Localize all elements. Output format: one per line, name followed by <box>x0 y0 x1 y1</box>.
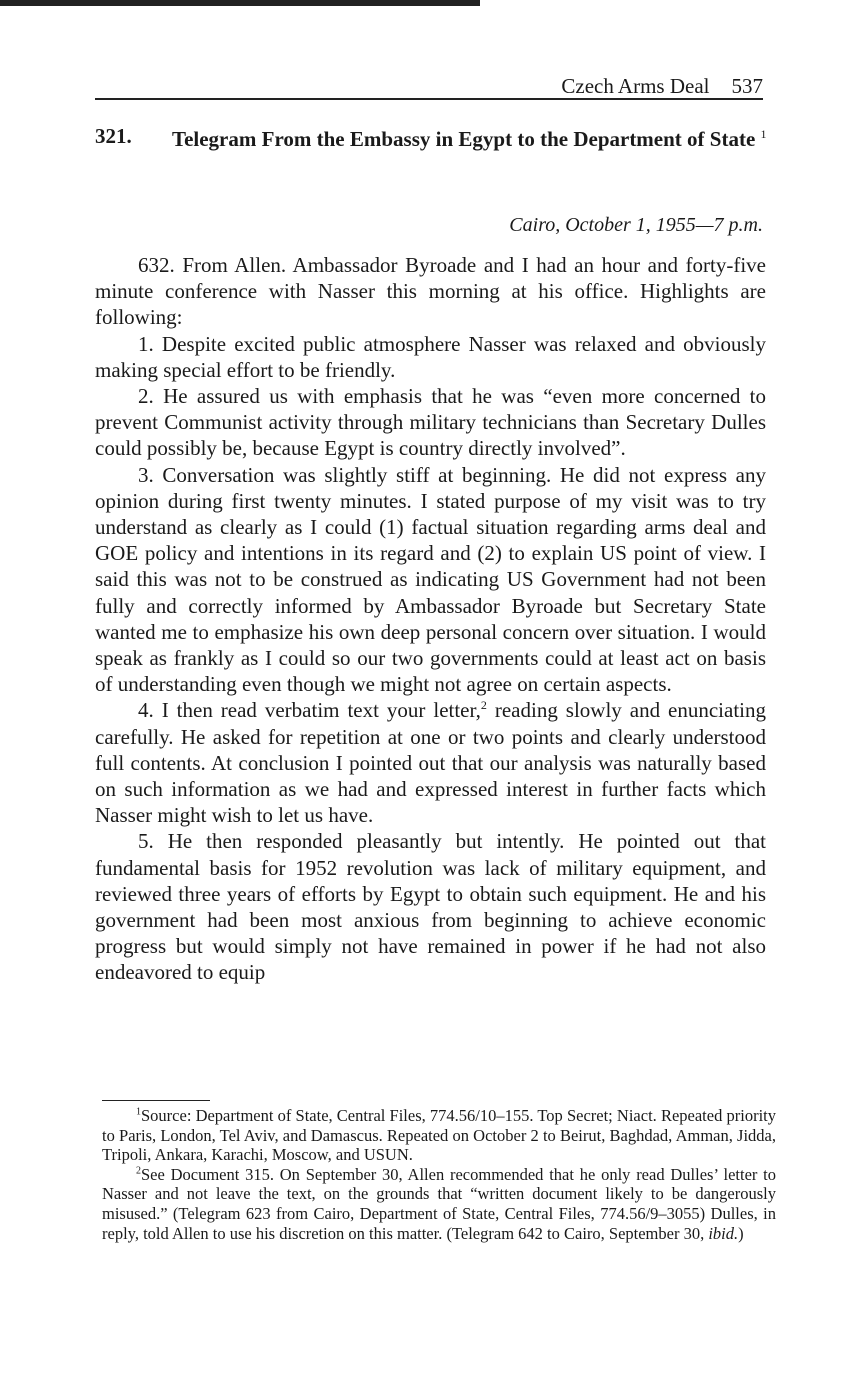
telegram-body <box>95 252 766 986</box>
footnote-2-ibid: ibid. <box>708 1223 739 1243</box>
document-title <box>172 124 772 154</box>
document-number: 321. <box>95 124 132 148</box>
page-number: 537 <box>731 74 763 98</box>
paragraph-intro: 632. From Allen. Ambassador Byroade and I had an hour and forty-five minute conference with Nasser this morning at his office. Highlights are following: <box>95 253 766 330</box>
footnote-ref-2[interactable]: 2 <box>480 698 487 713</box>
paragraph-2: 2. He assured us with emphasis that he was “even more concerned to prevent Communist activity through military technicians than Secretary Dulles could possibly be, because Egypt is country directly involved”. <box>95 384 766 461</box>
footnote-2 <box>102 1165 776 1243</box>
footnote-2-mark: 2 <box>136 1165 141 1177</box>
paragraph-5: 5. He then responded pleasantly but intently. He pointed out that fundamental basis for 1952 revolution was lack of military equipment, and reviewed three years of efforts by Egypt to obtain such equipment. He and his government had been most anxious from beginning to achieve economic progress but would simply not have remained in power if he had not also endeavored to equip <box>95 829 766 985</box>
paragraph-4 <box>95 697 766 828</box>
top-edge-rule <box>0 0 480 6</box>
dateline: Cairo, October 1, 1955—7 p.m. <box>509 214 763 236</box>
footnote-ref-1[interactable]: 1 <box>760 127 767 141</box>
paragraph-4-lead: 4. I then read verbatim text your letter, <box>138 698 481 723</box>
document-title-text: Telegram From the Embassy in Egypt to the Department of State <box>172 127 756 151</box>
footnote-2-close: ) <box>738 1223 744 1243</box>
footnote-1-text: Source: Department of State, Central Files, 774.56/10–155. Top Secret; Niact. Repeated priority to Paris, London, Tel Aviv, and Damascus. Repeated on October 2 to Beirut, Baghdad, Amman, Jidda, Tripoli, Ankara, Karachi, Moscow, and USUN. <box>102 1106 776 1165</box>
footnotes <box>102 1106 776 1243</box>
running-header <box>95 74 763 100</box>
footnote-divider <box>102 1100 210 1101</box>
running-title: Czech Arms Deal <box>561 74 710 98</box>
footnote-2-text: See Document 315. On September 30, Allen recommended that he only read Dulles’ letter to Nasser and not leave the text, on the grounds that “written document likely to be dangerously misused.” (Telegram 623 from Cairo, Department of State, Central Files, 774.56/9–3055) Dulles, in reply, told Allen to use his discretion on this matter. (Telegram 642 to Cairo, September 30, <box>102 1164 776 1243</box>
paragraph-3: 3. Conversation was slightly stiff at beginning. He did not express any opinion during first twenty minutes. I stated purpose of my visit was to try understand as clearly as I could (1) factual situation regarding arms deal and GOE policy and intentions in its regard and (2) to explain US point of view. I said this was not to be construed as indicating US Government had not been fully and correctly informed by Ambassador Byroade but Secretary State wanted me to emphasize his own deep personal concern over situation. I would speak as frankly as I could so our two governments could at least act on basis of understanding even though we might not agree on certain aspects. <box>95 462 766 697</box>
footnote-1-mark: 1 <box>136 1106 141 1118</box>
paragraph-4-rest: reading slowly and enunciating carefully. He asked for repetition at one or two points and clearly understood full contents. At conclusion I pointed out that our analysis was naturally based on such information as we had and expressed interest in further facts which Nasser might wish to let us have. <box>95 698 766 828</box>
paragraph-1: 1. Despite excited public atmosphere Nasser was relaxed and obviously making special effort to be friendly. <box>95 331 766 382</box>
footnote-1 <box>102 1106 776 1165</box>
